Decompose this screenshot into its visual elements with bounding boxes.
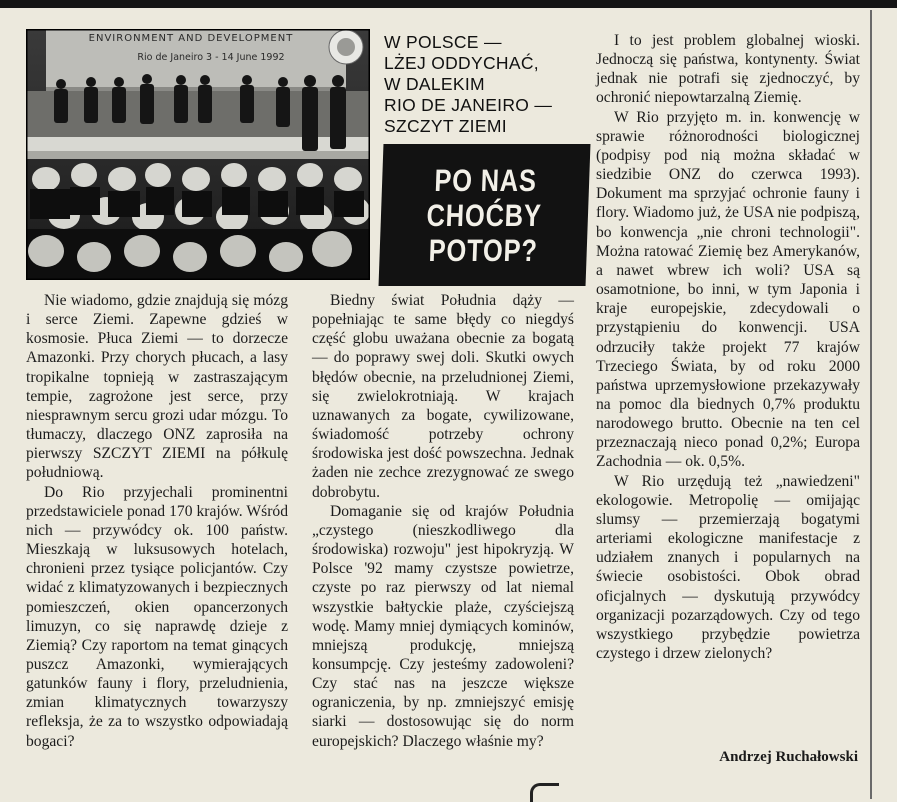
- top-rule: [0, 0, 897, 8]
- article-column-2: [312, 291, 574, 751]
- article-column-3: [596, 31, 860, 663]
- paragraph: W Rio urzędują też „nawiedzeni" ekologowie. Metropolię — omijając slumsy — przemierzają bogatymi arteriami ekologiczne manifestacje z udziałem znanych i popularnych na świecie osobistości. Obok obrad oficjalnych — dyskutują przywódcy organizacji pozarządowych. Czy od tego wszystkiego przybędzie powietrza czystego i drzew zielonych?: [596, 472, 860, 662]
- right-margin-rule: [870, 10, 872, 799]
- kicker-line: SZCZYT ZIEMI: [384, 116, 507, 136]
- title-line: PO NAS: [433, 162, 538, 198]
- article-title-box: [379, 144, 591, 286]
- kicker-line: RIO DE JANEIRO —: [384, 95, 553, 115]
- title-line: POTOP?: [428, 232, 539, 268]
- paragraph: I to jest problem globalnej wioski. Jednoczą się państwa, kontynenty. Świat jednak nie potrafi się zjednoczyć, by ochronić niepowtarzalną Ziemię.: [596, 32, 860, 107]
- kicker-line: W DALEKIM: [384, 74, 485, 94]
- paragraph: Domaganie się od krajów Południa „czystego (nieszkodliwego dla środowiska) rozwoju" jest hipokryzją. W Polsce '92 mamy czystsze powietrze, czyste po raz pierwszy od lat niemal wszystkie bałtyckie plaże, czyściejszą wodę. Mamy mniej dymiących kominów, mniejszą produkcję, mniejszą konsumpcję. Czy jesteśmy zadowoleni? Czy stać nas na jeszcze większe ograniczenia, by np. zmniejszyć emisję siarki — dostosowując się do norm europejskich? Dlaczego właśnie my?: [312, 502, 574, 750]
- author-signature: Andrzej Ruchałowski: [719, 749, 858, 765]
- paragraph: Do Rio przyjechali prominentni przedstawiciele ponad 170 krajów. Wśród nich — przywódcy ok. 100 państw. Mieszkają w luksusowych hotelach, chronieni przez tysiące policjantów. Czy widać z klimatyzowanych i bezpiecznych pomieszczeń, okien opancerzonych limuzyn, co się naprawdę dzieje z Ziemią? Czy raportom na temat ginących puszcz Amazonki, wymierających gatunków fauny i flory, przeludnienia, zmian klimatycznych towarzyszy refleksja, że za to wszystko odpowiadają bogaci?: [26, 483, 288, 750]
- article-column-1: [26, 291, 288, 751]
- article-kicker: [384, 32, 584, 137]
- paragraph: Nie wiadomo, gdzie znajdują się mózg i serce Ziemi. Zapewne gdzieś w kosmosie. Płuca Ziemi — to dorzecze Amazonki. Przy chorych płucach, a lasy tropikalne topnieją w zastraszającym tempie, zagrożone jest serce, przy niesprawnym sercu grozi udar mózgu. To tłumaczy, dlaczego ONZ zaprosiła na pierwszy SZCZYT ZIEMI na półkulę południową.: [26, 292, 288, 482]
- title-line: CHOĆBY: [426, 197, 543, 233]
- kicker-line: W POLSCE —: [384, 32, 502, 52]
- photo-banner-subtitle: Rio de Janeiro 3 - 14 June 1992: [137, 52, 285, 63]
- paragraph: W Rio przyjęto m. in. konwencję w sprawie różnorodności biologicznej (podpisy pod nią można składać w siedzibie ONZ do czerwca 1993). Dokument ma sprzyjać ochronie fauny i flory. Wiadomo już, że USA nie podpiszą, bo konwencja „nie chroni technologii". Można ratować Ziemię bez Amerykanów, a nawet wbrew ich woli? USA są osamotnione, bo inni, w tym Japonia i kraje europejskie, zdecydowali o przystąpieniu do konwencji. USA odrzuciły także projekt 77 krajów Trzeciego Świata, by od roku 2000 państwa uprzemysłowione przekazywały na pomoc dla biednych 0,7% produktu narodowego brutto. Obecnie na ten cel przeznaczają nieco ponad 0,2%; Europa Zachodnia — ok. 0,5%.: [596, 108, 860, 471]
- page-footer-mark: [530, 783, 559, 802]
- paragraph: Biedny świat Południa dąży — popełniając te same błędy co niegdyś część globu uważana obecnie za bogatą — do poprawy swej doli. Skutki owych błędów obecnie, na przeludnionej Ziemi, się zwielokrotniają. W krajach uznawanych za bogate, cywilizowane, świadomość potrzeby ochrony środowiska jest dość powszechna. Jednak żaden nie zechce zrezygnować ze swego dobrobytu.: [312, 292, 574, 501]
- conference-photo: [26, 29, 370, 280]
- photo-banner-title: ENVIRONMENT AND DEVELOPMENT: [88, 33, 294, 44]
- kicker-line: LŻEJ ODDYCHAĆ,: [384, 53, 539, 73]
